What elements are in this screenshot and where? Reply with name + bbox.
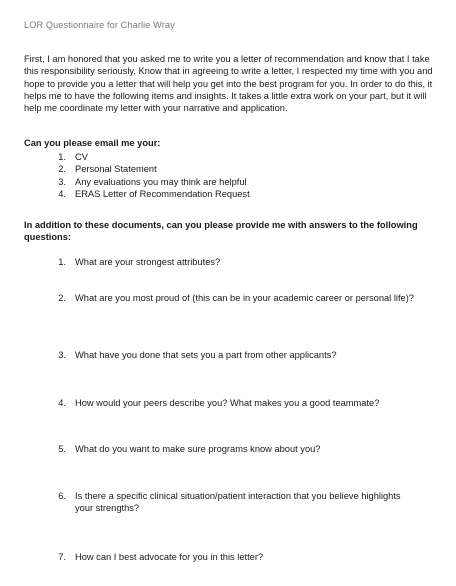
list-item bbox=[24, 163, 250, 175]
email-request-heading: Can you please email me your: bbox=[24, 138, 161, 148]
list-item-number: 4. bbox=[58, 188, 66, 199]
list-item-text: CV bbox=[75, 152, 88, 162]
question-text: How can I best advocate for you in this letter? bbox=[75, 552, 264, 562]
list-item-number: 1. bbox=[58, 152, 66, 162]
list-item-text: ERAS Letter of Recommendation Request bbox=[75, 188, 250, 199]
question-text: How would your peers describe you? What makes you a good teammate? bbox=[75, 398, 380, 408]
question-item bbox=[24, 292, 434, 304]
question-number: 7. bbox=[58, 552, 66, 562]
question-number: 2. bbox=[58, 293, 66, 303]
question-number: 5. bbox=[58, 444, 66, 454]
question-number: 3. bbox=[58, 350, 66, 360]
list-item bbox=[24, 151, 250, 163]
question-number: 1. bbox=[58, 257, 66, 267]
question-item bbox=[24, 397, 434, 409]
question-item bbox=[24, 490, 434, 515]
question-item bbox=[24, 443, 434, 455]
list-item-text: Any evaluations you may think are helpful bbox=[75, 176, 247, 187]
list-item-number: 2. bbox=[58, 164, 66, 175]
question-text: Is there a specific clinical situation/patient interaction that you believe highlights your strengths? bbox=[75, 491, 401, 514]
intro-paragraph: First, I am honored that you asked me to write you a letter of recommendation and know that I take this responsibility seriously. Know that in agreeing to write a letter, I respected my time with you and hope to provide you a letter that will help you get into the best program for you. In order to do this, it helps me to have the following items and insights. It takes a little extra work on your part, but it will help me coordinate my letter with your narrative and application. bbox=[24, 54, 433, 114]
questions-heading: In addition to these documents, can you please provide me with answers to the following questions: bbox=[24, 220, 418, 243]
question-number: 4. bbox=[58, 398, 66, 408]
email-request-list bbox=[24, 151, 250, 200]
question-text: What do you want to make sure programs know about you? bbox=[75, 444, 321, 454]
question-number: 6. bbox=[58, 491, 66, 501]
question-text: What have you done that sets you a part from other applicants? bbox=[75, 350, 337, 360]
question-item bbox=[24, 349, 434, 361]
question-item bbox=[24, 551, 434, 563]
document-header-title: LOR Questionnaire for Charlie Wray bbox=[24, 20, 175, 30]
list-item bbox=[24, 188, 250, 200]
question-item bbox=[24, 256, 434, 268]
question-text: What are you most proud of (this can be in your academic career or personal life)? bbox=[75, 293, 414, 303]
list-item-text: Personal Statement bbox=[75, 164, 157, 175]
question-text: What are your strongest attributes? bbox=[75, 257, 221, 267]
list-item bbox=[24, 176, 250, 188]
list-item-number: 3. bbox=[58, 176, 66, 187]
